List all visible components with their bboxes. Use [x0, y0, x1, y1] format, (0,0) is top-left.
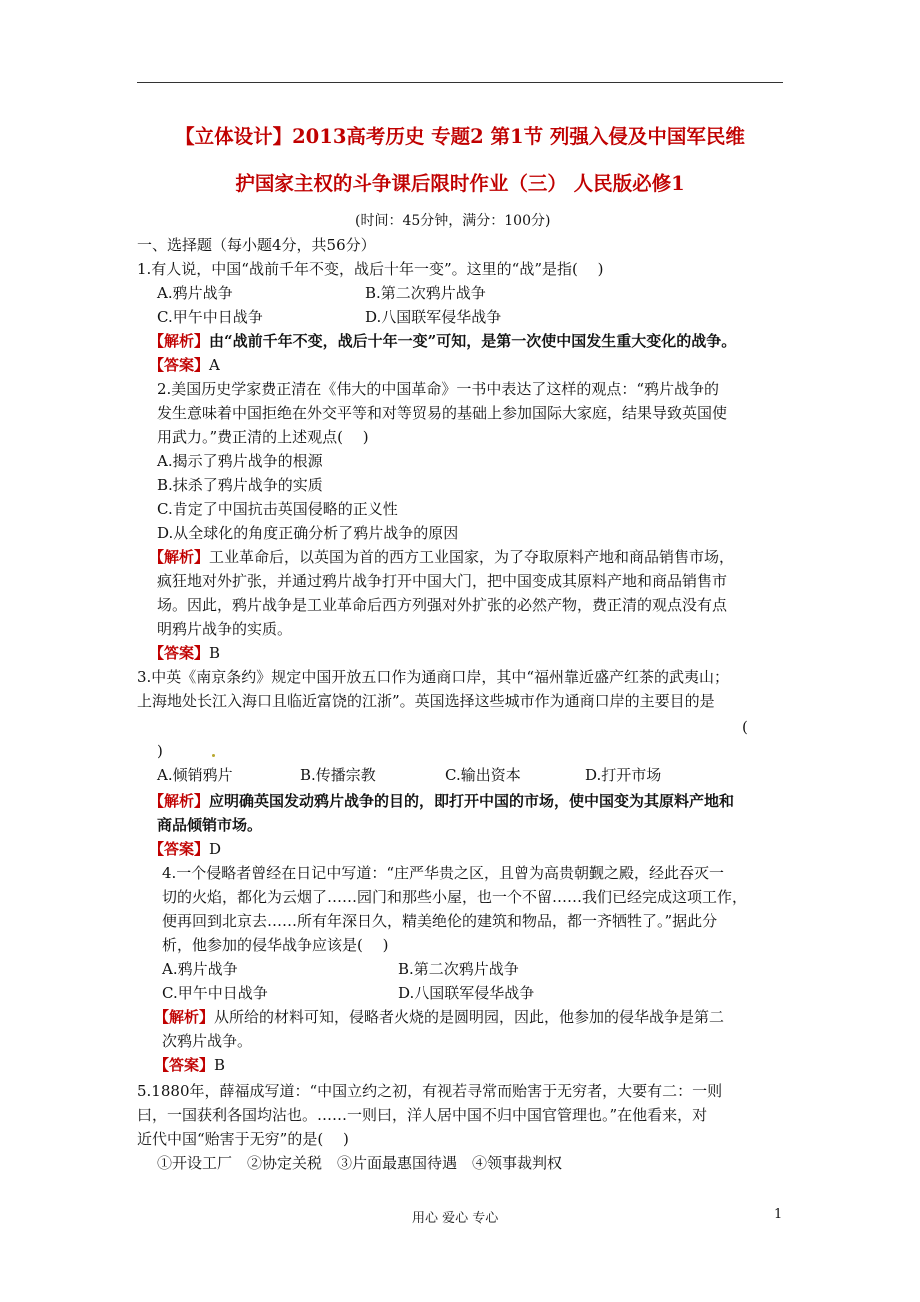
header-rule — [137, 82, 783, 83]
footer-motto: 用心 爱心 专心 — [412, 1211, 499, 1226]
q3-option-c: C.输出资本 — [445, 766, 521, 784]
q4-analysis-line-1 — [154, 1006, 724, 1028]
answer-label: 【答案】 — [149, 644, 210, 662]
q3-answer — [149, 838, 221, 860]
q4-stem-line-1: 4.一个侵略者曾经在日记中写道：“庄严华贵之区，且曾为高贵朝觐之殿，经此吞灭一 — [162, 864, 724, 882]
answer-label: 【答案】 — [154, 1056, 215, 1074]
q4-analysis-text: 从所给的材料可知，侵略者火烧的是圆明园，因此，他参加的侵华战争是第二 — [214, 1008, 725, 1026]
q2-answer — [149, 642, 220, 664]
answer-label: 【答案】 — [149, 840, 210, 858]
q4-stem-line-4: 析，他参加的侵华战争应该是( ) — [162, 936, 389, 954]
q2-analysis-line-3: 场。因此，鸦片战争是工业革命后西方列强对外扩张的必然产物，费正清的观点没有点 — [157, 596, 728, 614]
q2-analysis-line-4: 明鸦片战争的实质。 — [157, 620, 293, 638]
q1-stem: 1.有人说，中国“战前千年不变，战后十年一变”。这里的“战”是指( ) — [137, 260, 604, 278]
q2-option-c: C.肯定了中国抗击英国侵略的正义性 — [157, 500, 398, 518]
q3-paren-open: ( — [742, 718, 748, 736]
q3-stem-line-2: 上海地处长江入海口且临近富饶的江浙”。英国选择这些城市作为通商口岸的主要目的是 — [137, 692, 715, 710]
q1-analysis-text: 由“战前千年不变，战后十年一变”可知，是第一次使中国发生重大变化的战争。 — [209, 332, 737, 350]
q4-analysis-line-2: 次鸦片战争。 — [162, 1032, 253, 1050]
q1-option-c: C.甲午中日战争 — [157, 308, 263, 326]
q4-answer-value: B — [214, 1056, 226, 1074]
q2-analysis-text: 工业革命后，以英国为首的西方工业国家，为了夺取原料产地和商品销售市场， — [209, 548, 735, 566]
q3-paren-close: ) — [157, 742, 163, 760]
q4-answer — [154, 1054, 225, 1076]
q2-stem-line-2: 发生意味着中国拒绝在外交平等和对等贸易的基础上参加国际大家庭，结果导致英国使 — [157, 404, 728, 422]
q3-option-a: A.倾销鸦片 — [157, 766, 233, 784]
q1-option-a: A.鸦片战争 — [157, 284, 233, 302]
q2-analysis-line-1 — [149, 546, 734, 568]
q5-stem-line-1: 5.1880年，薛福成写道：“中国立约之初，有视若寻常而贻害于无穷者，大要有二：一则 — [137, 1082, 723, 1100]
stray-dot — [212, 754, 215, 757]
q3-stem-line-1: 3.中英《南京条约》规定中国开放五口作为通商口岸，其中“福州靠近盛产红茶的武夷山； — [137, 668, 729, 686]
q1-answer — [149, 354, 220, 376]
q5-stem-line-3: 近代中国“贻害于无穷”的是( ) — [137, 1130, 349, 1148]
q3-option-b: B.传播宗教 — [300, 766, 376, 784]
section-header: 一、选择题（每小题4分，共56分） — [137, 236, 376, 254]
q4-option-a: A.鸦片战争 — [162, 960, 238, 978]
q3-analysis-line-1 — [149, 790, 734, 812]
q2-answer-value: B — [209, 644, 221, 662]
analysis-label: 【解析】 — [149, 792, 210, 810]
q2-option-a: A.揭示了鸦片战争的根源 — [157, 452, 323, 470]
q4-option-c: C.甲午中日战争 — [162, 984, 268, 1002]
q2-option-d: D.从全球化的角度正确分析了鸦片战争的原因 — [157, 524, 459, 542]
q1-option-d: D.八国联军侵华战争 — [365, 308, 502, 326]
q1-analysis — [149, 330, 736, 352]
q2-analysis-line-2: 疯狂地对外扩张，并通过鸦片战争打开中国大门，把中国变成其原料产地和商品销售市 — [157, 572, 728, 590]
q4-stem-line-2: 切的火焰，都化为云烟了……园门和那些小屋，也一个不留……我们已经完成这项工作， — [162, 888, 748, 906]
q3-answer-value: D — [209, 840, 222, 858]
q3-analysis-text: 应明确英国发动鸦片战争的目的，即打开中国的市场，使中国变为其原料产地和 — [209, 792, 735, 810]
q3-analysis-line-2: 商品倾销市场。 — [157, 816, 263, 834]
q5-items: ①开设工厂 ②协定关税 ③片面最惠国待遇 ④领事裁判权 — [157, 1154, 563, 1172]
q1-answer-value: A — [209, 356, 220, 374]
q1-option-b: B.第二次鸦片战争 — [365, 284, 486, 302]
page-number: 1 — [774, 1207, 783, 1222]
analysis-label: 【解析】 — [149, 548, 210, 566]
analysis-label: 【解析】 — [154, 1008, 215, 1026]
q3-option-d: D.打开市场 — [585, 766, 662, 784]
subtitle: (时间：45分钟，满分：100分) — [355, 213, 551, 229]
q2-stem-line-3: 用武力。”费正清的上述观点( ) — [157, 428, 369, 446]
q5-stem-line-2: 曰，一国获利各国均沾也。……一则曰，洋人居中国不归中国官管理也。”在他看来，对 — [137, 1106, 708, 1124]
answer-label: 【答案】 — [149, 356, 210, 374]
analysis-label: 【解析】 — [149, 332, 210, 350]
q2-stem-line-1: 2.美国历史学家费正清在《伟大的中国革命》一书中表达了这样的观点：“鸦片战争的 — [157, 380, 719, 398]
q4-stem-line-3: 便再回到北京去……所有年深日久，精美绝伦的建筑和物品，都一齐牺牲了。”据此分 — [162, 912, 718, 930]
q4-option-d: D.八国联军侵华战争 — [398, 984, 535, 1002]
q4-option-b: B.第二次鸦片战争 — [398, 960, 519, 978]
q2-option-b: B.抹杀了鸦片战争的实质 — [157, 476, 323, 494]
title-line-2: 护国家主权的斗争课后限时作业（三） 人民版必修1 — [235, 172, 685, 195]
title-line-1: 【立体设计】2013高考历史 专题2 第1节 列强入侵及中国军民维 — [175, 125, 745, 148]
